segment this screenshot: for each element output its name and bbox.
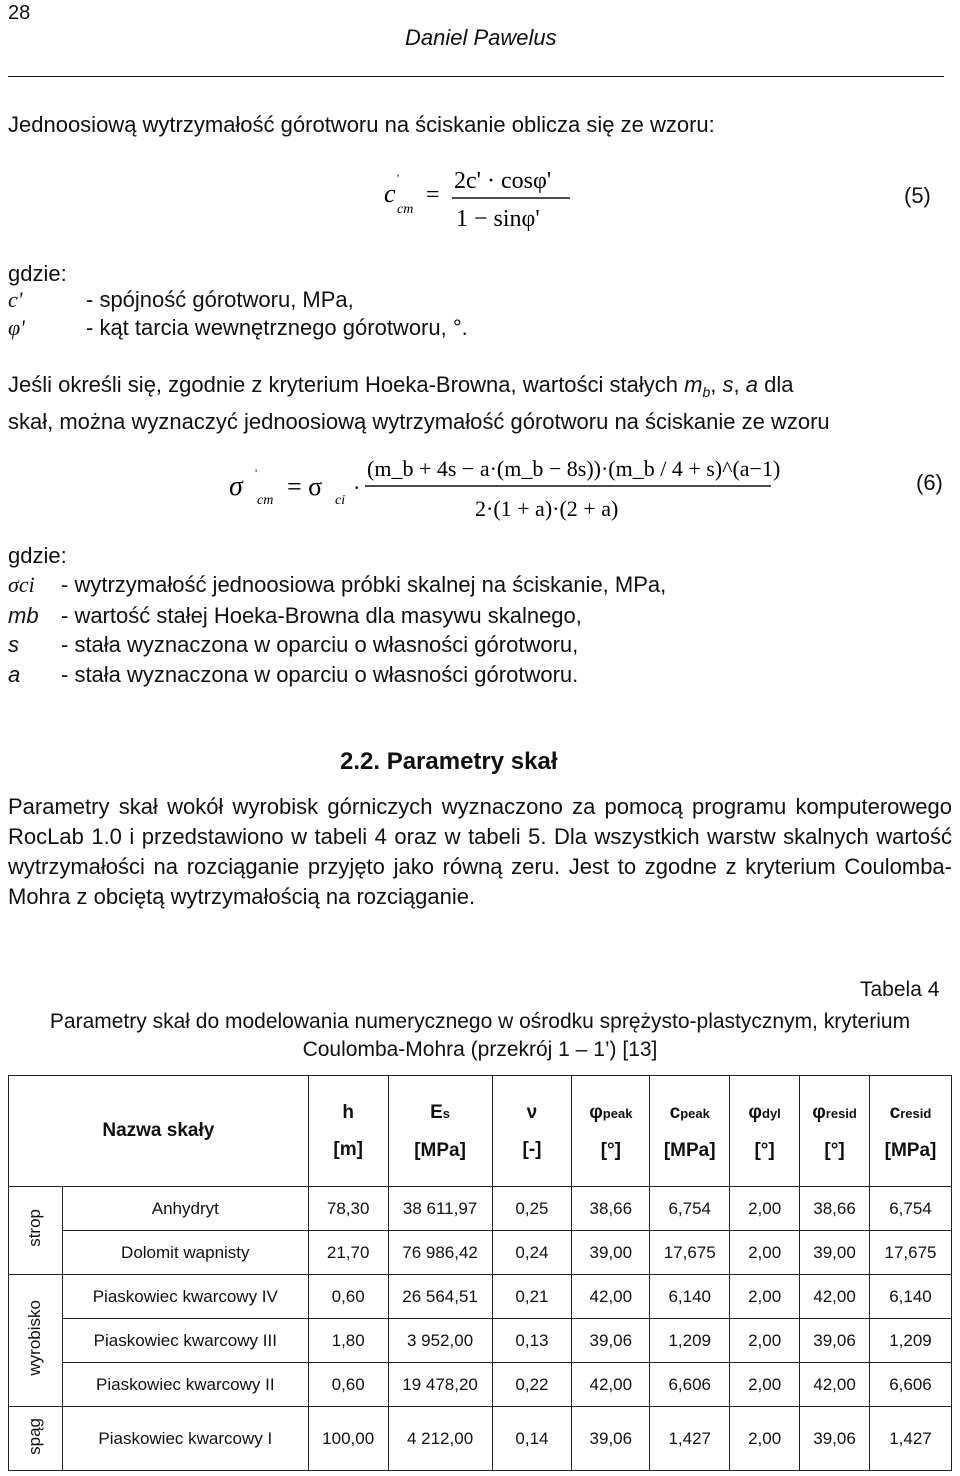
cell: 42,00 xyxy=(572,1275,650,1319)
cell: 1,427 xyxy=(650,1407,730,1471)
running-head: Daniel Pawelus xyxy=(405,25,557,50)
table-label: Tabela 4 xyxy=(860,978,940,1001)
header-es: Es [MPa] xyxy=(388,1076,492,1187)
eq6-lhs-prime: ' xyxy=(255,466,258,480)
table-caption xyxy=(8,1008,952,1064)
group-label-strop: strop xyxy=(9,1187,63,1275)
cell: 39,06 xyxy=(572,1319,650,1363)
header-h: h [m] xyxy=(308,1076,388,1187)
eq5-lhs-prime: ' xyxy=(397,171,400,185)
cell: 2,00 xyxy=(730,1275,800,1319)
header-phi-peak: φpeak [°] xyxy=(572,1076,650,1187)
section-heading: 2.2. Parametry skał xyxy=(340,748,558,775)
cell: 6,754 xyxy=(869,1187,951,1231)
def-symbol: mb xyxy=(8,603,39,628)
intro-sentence: Jednoosiową wytrzymałość górotworu na ściskanie oblicza się ze wzoru: xyxy=(8,112,715,137)
cell: 6,754 xyxy=(650,1187,730,1231)
def-symbol: c' xyxy=(8,287,23,312)
eq5-lhs-sub: cm xyxy=(397,202,414,217)
table-header-row xyxy=(9,1076,952,1187)
eq5-equals: = xyxy=(426,182,440,208)
cell: 38 611,97 xyxy=(388,1187,492,1231)
cell: 1,80 xyxy=(308,1319,388,1363)
header-phi-resid: φresid [°] xyxy=(800,1076,870,1187)
cell: 42,00 xyxy=(800,1275,870,1319)
eq6-equals: = σ xyxy=(287,472,323,501)
rock-name: Piaskowiec kwarcowy I xyxy=(62,1407,308,1471)
table-row xyxy=(9,1231,952,1275)
cell: 6,140 xyxy=(869,1275,951,1319)
cell: 0,21 xyxy=(492,1275,572,1319)
cell: 38,66 xyxy=(800,1187,870,1231)
cell: 6,140 xyxy=(650,1275,730,1319)
equation-6 xyxy=(225,440,805,530)
cell: 78,30 xyxy=(308,1187,388,1231)
cell: 76 986,42 xyxy=(388,1231,492,1275)
cell: 39,00 xyxy=(572,1231,650,1275)
cell: 3 952,00 xyxy=(388,1319,492,1363)
cell: 1,209 xyxy=(869,1319,951,1363)
defs2-heading: gdzie: xyxy=(8,543,67,568)
eq6-denominator: 2·(1 + a)·(2 + a) xyxy=(475,496,619,521)
header-c-peak: cpeak [MPa] xyxy=(650,1076,730,1187)
table-row xyxy=(9,1319,952,1363)
cell: 0,24 xyxy=(492,1231,572,1275)
eq5-lhs: c xyxy=(384,179,396,208)
eq6-lhs-sub: cm xyxy=(257,493,274,508)
header-phi-dyl: φdyl [°] xyxy=(730,1076,800,1187)
header-c-resid: cresid [MPa] xyxy=(869,1076,951,1187)
table-row xyxy=(9,1363,952,1407)
cell: 2,00 xyxy=(730,1407,800,1471)
cell: 2,00 xyxy=(730,1319,800,1363)
def-text: - stała wyznaczona w oparciu o własności górotworu. xyxy=(61,662,579,687)
rock-name: Piaskowiec kwarcowy III xyxy=(62,1319,308,1363)
eq6-dot: · xyxy=(353,475,361,500)
cell: 0,60 xyxy=(308,1363,388,1407)
rock-parameters-table xyxy=(8,1075,952,1471)
cell: 39,00 xyxy=(800,1231,870,1275)
cell: 39,06 xyxy=(800,1407,870,1471)
defs1-heading: gdzie: xyxy=(8,261,67,286)
eq6-rhs-sub: ci xyxy=(335,493,346,508)
def-symbol: a xyxy=(8,662,21,687)
def-symbol: φ' xyxy=(8,315,25,340)
table-row xyxy=(9,1275,952,1319)
cell: 39,06 xyxy=(800,1319,870,1363)
def-symbol: σci xyxy=(8,572,35,597)
def-text: - wytrzymałość jednoosiowa próbki skalnej na ściskanie, MPa, xyxy=(61,572,667,597)
cell: 19 478,20 xyxy=(388,1363,492,1407)
group-label-wyrobisko: wyrobisko xyxy=(9,1275,63,1407)
header-rule xyxy=(8,76,944,77)
table-caption-line-2: Coulomba-Mohra (przekrój 1 – 1’) [13] xyxy=(302,1038,658,1061)
def-symbol: s xyxy=(8,632,19,657)
equation-5 xyxy=(370,158,590,238)
header-name-cell: Nazwa skały xyxy=(9,1076,309,1187)
cell: 42,00 xyxy=(572,1363,650,1407)
section-paragraph: Parametry skał wokół wyrobisk górniczych wyznaczono za pomocą programu komputerowego RocLab 1.0 i przedstawiono w tabeli 4 oraz w tabeli 5. Dla wszystkich warstw skalnych wartość wytrzymałości na rozciąganie przyjęto jako równą zeru. Jest to zgodne z kryterium Coulomba-Mohra z obciętą wytrzymałością na rozciąganie. xyxy=(8,794,952,909)
cell: 0,22 xyxy=(492,1363,572,1407)
equation-6-number: (6) xyxy=(916,470,943,495)
cell: 6,606 xyxy=(650,1363,730,1407)
rock-name: Piaskowiec kwarcowy II xyxy=(62,1363,308,1407)
cell: 1,209 xyxy=(650,1319,730,1363)
equation-5-number: (5) xyxy=(904,183,931,208)
cell: 1,427 xyxy=(869,1407,951,1471)
eq6-lhs: σ xyxy=(229,471,243,502)
eq5-numerator: 2c' · cosφ' xyxy=(454,168,552,194)
cell: 2,00 xyxy=(730,1231,800,1275)
table-row xyxy=(9,1187,952,1231)
def-text: - spójność górotworu, MPa, xyxy=(86,287,354,312)
cell: 0,14 xyxy=(492,1407,572,1471)
cell: 0,60 xyxy=(308,1275,388,1319)
cell: 0,13 xyxy=(492,1319,572,1363)
cell: 0,25 xyxy=(492,1187,572,1231)
rock-name: Piaskowiec kwarcowy IV xyxy=(62,1275,308,1319)
eq6-numerator: (m_b + 4s − a·(m_b − 8s))·(m_b / 4 + s)^(a−1) xyxy=(367,456,781,481)
cell: 17,675 xyxy=(869,1231,951,1275)
cell: 42,00 xyxy=(800,1363,870,1407)
def-text: - wartość stałej Hoeka-Browna dla masywu skalnego, xyxy=(61,603,582,628)
table-caption-line-1: Parametry skał do modelowania numerycznego w ośrodku sprężysto-plastycznym, kryterium xyxy=(49,1010,911,1033)
intro-paragraph-2: Jeśli określi się, zgodnie z kryterium Hoeka-Browna, wartości stałych $m_b$, s, a dla skał, można wyznaczyć jednoosiową wytrzymałość górotworu na ściskanie ze wzoru xyxy=(8,372,830,434)
table-row xyxy=(9,1407,952,1471)
cell: 21,70 xyxy=(308,1231,388,1275)
cell: 26 564,51 xyxy=(388,1275,492,1319)
eq5-denominator: 1 − sinφ' xyxy=(456,206,540,232)
def-text: - stała wyznaczona w oparciu o własności górotworu, xyxy=(61,632,579,657)
cell: 17,675 xyxy=(650,1231,730,1275)
rock-name: Dolomit wapnisty xyxy=(62,1231,308,1275)
cell: 39,06 xyxy=(572,1407,650,1471)
cell: 2,00 xyxy=(730,1363,800,1407)
header-nu: ν [-] xyxy=(492,1076,572,1187)
group-label-spag: spąg xyxy=(9,1407,63,1471)
cell: 38,66 xyxy=(572,1187,650,1231)
cell: 4 212,00 xyxy=(388,1407,492,1471)
cell: 6,606 xyxy=(869,1363,951,1407)
rock-name: Anhydryt xyxy=(62,1187,308,1231)
def-text: - kąt tarcia wewnętrznego górotworu, °. xyxy=(86,315,468,340)
page-number: 28 xyxy=(8,2,31,24)
cell: 2,00 xyxy=(730,1187,800,1231)
cell: 100,00 xyxy=(308,1407,388,1471)
